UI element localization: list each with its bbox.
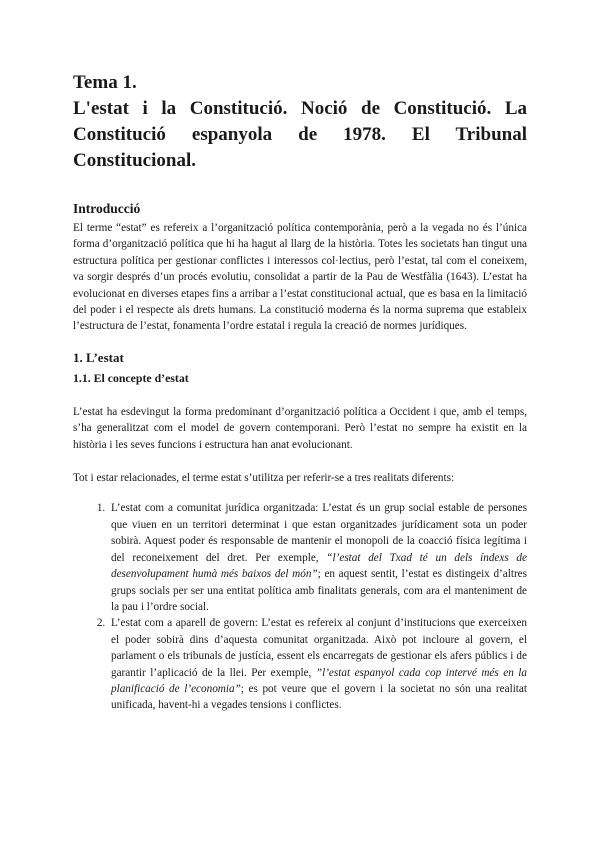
subsection-heading: 1.1. El concepte d’estat bbox=[73, 370, 189, 385]
section-paragraph-1: L’estat ha esdevingut la forma predominant d’organització política a Occident i que, amb el temps, s’ha generalitzat com el model de govern contemporani. Però l’estat no sempre ha existit en la història i les seves funcions i estructura han anat evolucionant. bbox=[73, 405, 527, 451]
item-example: “l’estat del Txad té un dels índexs de desenvolupament humà més baixos del món” bbox=[111, 551, 527, 581]
spacer bbox=[73, 453, 527, 470]
topic-number: Tema 1. bbox=[73, 72, 137, 93]
list-item bbox=[108, 615, 527, 713]
item-text-continued: ; es pot veure que el govern i la societat no són una realitat unificada, havent-hi a vegades tensions i conflictes. bbox=[111, 682, 527, 712]
item-example: ”l’estat espanyol cada cop intervé més en la planificació de l’economia” bbox=[111, 666, 527, 695]
intro-paragraph: El terme “estat” es refereix a l’organització política contemporània, però a la vegada no és l’única forma d’organització política que hi ha hagut al llarg de la història. Totes les societats han tingut una estructura política per gestionar conflictes i interessos col·lectius, però l’estat, tal com el coneixem, va sorgir després d’un procés evolutiu, consolidat a partir de la Pau de Westfàlia (1643). L’estat ha evolucionat en diverses etapes fins a arribar a l’estat constitucional actual, que es basa en la limitació del poder i el respecte als drets humans. La constitució moderna és la norma suprema que estableix l’estructura de l’estat, fonamenta l’ordre estatal i regula la creació de normes jurídiques. bbox=[73, 222, 527, 333]
item-text: L’estat com a comunitat jurídica organitzada: L’estat és un grup social estable de persones que viuen en un territori determinat i que estan organitzades jurídicament sota un poder sobirà. Aquest poder és responsable de mantenir el monopoli de la coacció física legítima i del reconeixement del dret. Per exemple, bbox=[111, 502, 527, 564]
section-heading: 1. L’estat bbox=[73, 349, 124, 365]
item-text-continued: ; en aquest sentit, l’estat es distingeix d’altres grups socials per ser una entitat política amb finalitats generals, com ara el manteniment de la pau i l’ordre social. bbox=[111, 568, 527, 613]
section-paragraph-2: Tot i estar relacionades, el terme estat s’utilitza per referir-se a tres realitats diferents: bbox=[73, 472, 455, 485]
state-meanings-list bbox=[73, 500, 527, 713]
intro-heading: Introducció bbox=[73, 201, 141, 216]
document-title: L'estat i la Constitució. Noció de Constitució. La Constitució espanyola de 1978. El Tribunal Constitucional. bbox=[73, 98, 527, 171]
item-text: L’estat com a aparell de govern: L’estat es refereix al conjunt d’institucions que exerceixen el poder sobirà dins d’aquesta comunitat organitzada. Això pot incloure al govern, el parlament o els tribunals de justícia, essent els encarregats de gestionar els afers públics i de garantir l’aplicació de la llei. Per exemple, bbox=[111, 617, 527, 679]
list-item bbox=[108, 500, 527, 615]
